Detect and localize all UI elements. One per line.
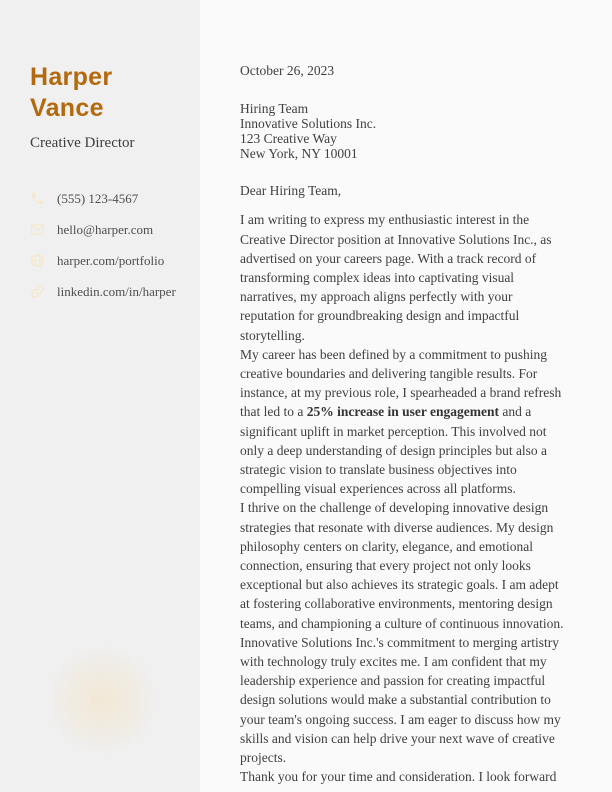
contact-phone: (555) 123-4567 [57, 190, 139, 206]
linkedin-icon [30, 284, 45, 299]
letter-paragraph-4: Innovative Solutions Inc.'s commitment to merging artistry with technology truly excites me. I am confident that my leadership experience and passion for creating impactful design solutions would make a substantial contribution to your team's ongoing success. I am eager to discuss how my skills and vision can help drive your next wave of creative projects. [240, 634, 561, 766]
email-icon [30, 222, 45, 237]
contact-email: hello@harper.com [57, 221, 154, 237]
recipient-block [240, 101, 570, 161]
letter-paragraph-5: Thank you for your time and consideration. I look forward [240, 769, 557, 785]
person-name: Harper Vance [30, 63, 113, 122]
contact-row-phone [30, 183, 200, 214]
contact-row-linkedin [30, 276, 200, 307]
paragraph-text: My career has been defined by a commitment to pushing creative boundaries and delivering tangible results. For instance, at my previous role, I spearheaded a brand refresh that led to a [240, 346, 562, 420]
phone-icon [30, 191, 45, 206]
salutation: Dear Hiring Team, [240, 183, 342, 199]
letter-paragraph-3: I thrive on the challenge of developing innovative design strategies that resonate with diverse audiences. My design philosophy centers on clarity, elegance, and emotional connection, ensuring that every project not only looks exceptional but also achieves its strategic goals. I am adept at fostering collaborative environments, mentoring design teams, and championing a culture of continuous innovation. [240, 500, 564, 631]
recipient-line: 123 Creative Way [240, 131, 337, 147]
letter-body [200, 0, 612, 792]
recipient-line: Innovative Solutions Inc. [240, 116, 377, 132]
contact-list [30, 183, 200, 307]
recipient-line: New York, NY 10001 [240, 146, 358, 162]
contact-row-website [30, 245, 200, 276]
sidebar [0, 0, 200, 792]
recipient-line: Hiring Team [240, 101, 309, 117]
watermark-blob [52, 650, 152, 750]
person-title: Creative Director [30, 135, 135, 151]
contact-row-email [30, 214, 200, 245]
paragraph-text: and a significant uplift in market perception. This involved not only a deep understanding of design principles but also a strategic vision to translate business objectives into compelling visual experiences across all platforms. [240, 404, 548, 497]
bold-highlight: 25% increase in user engagement [306, 404, 499, 420]
letter-paragraph-2 [240, 345, 570, 499]
contact-linkedin: linkedin.com/in/harper [57, 283, 176, 299]
letter-date: October 26, 2023 [240, 63, 335, 78]
contact-website: harper.com/portfolio [57, 252, 165, 268]
letter-paragraph-1: I am writing to express my enthusiastic interest in the Creative Director position at Innovative Solutions Inc., as advertised on your careers page. With a track record of transforming complex ideas into captivating visual narratives, my approach aligns perfectly with your reputation for groundbreaking design and impactful storytelling. [240, 212, 552, 343]
globe-icon [30, 253, 45, 268]
